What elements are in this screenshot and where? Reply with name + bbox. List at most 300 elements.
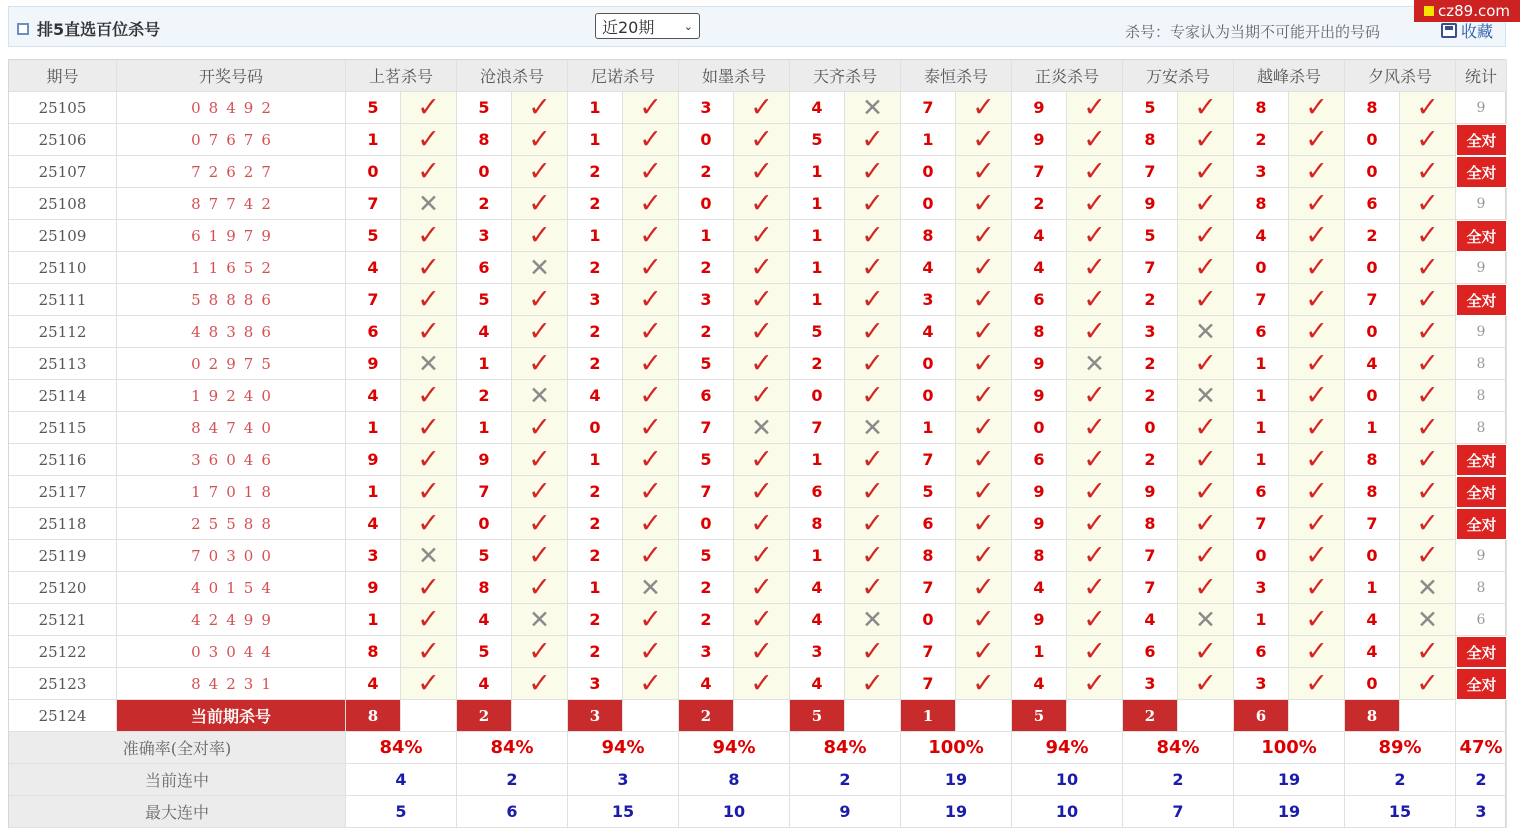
kill-number: 9	[1012, 380, 1067, 412]
table-row	[9, 156, 1505, 188]
current-kill-empty	[734, 700, 790, 732]
kill-number: 1	[790, 540, 845, 572]
kill-number: 1	[568, 572, 623, 604]
kill-number: 2	[568, 348, 623, 380]
check-icon: ✓	[1289, 156, 1345, 188]
row-stat: 8	[1456, 380, 1507, 412]
kill-number: 5	[679, 348, 734, 380]
check-icon: ✓	[845, 380, 901, 412]
row-stat: 全对	[1456, 284, 1507, 316]
current-streak-row	[9, 764, 1505, 796]
period-number: 25119	[9, 540, 117, 572]
save-link-wrapper[interactable]	[1441, 19, 1493, 42]
kill-number: 9	[346, 444, 401, 476]
column-header-expert: 尼诺杀号	[568, 60, 679, 92]
cross-icon: ✕	[1178, 380, 1234, 412]
kill-number: 1	[346, 476, 401, 508]
accuracy-row-value: 84%	[457, 732, 568, 764]
check-icon: ✓	[1400, 188, 1456, 220]
check-icon: ✓	[734, 508, 790, 540]
kill-number: 2	[679, 316, 734, 348]
kill-number: 3	[1234, 668, 1289, 700]
check-icon: ✓	[734, 476, 790, 508]
check-icon: ✓	[623, 188, 679, 220]
check-icon: ✓	[1400, 220, 1456, 252]
site-name: cz89.com	[1437, 2, 1510, 20]
row-stat: 9	[1456, 316, 1507, 348]
table-row	[9, 540, 1505, 572]
row-stat: 全对	[1456, 668, 1507, 700]
kill-number: 9	[1012, 476, 1067, 508]
kill-number: 1	[790, 444, 845, 476]
check-icon: ✓	[734, 572, 790, 604]
save-link[interactable]: 收藏	[1461, 22, 1494, 41]
kill-number: 3	[1123, 316, 1178, 348]
period-number: 25123	[9, 668, 117, 700]
period-number: 25106	[9, 124, 117, 156]
draw-number: 84231	[117, 668, 346, 700]
check-icon: ✓	[1289, 92, 1345, 124]
check-icon: ✓	[956, 444, 1012, 476]
check-icon: ✓	[1400, 412, 1456, 444]
kill-number: 1	[568, 124, 623, 156]
accuracy-row-value: 94%	[679, 732, 790, 764]
check-icon: ✓	[845, 572, 901, 604]
check-icon: ✓	[845, 540, 901, 572]
kill-number: 4	[790, 572, 845, 604]
current-kill-number: 8	[1345, 700, 1400, 732]
kill-number: 1	[457, 348, 512, 380]
kill-number: 9	[457, 444, 512, 476]
check-icon: ✓	[1289, 604, 1345, 636]
cross-icon: ✕	[401, 540, 457, 572]
kill-number: 6	[1345, 188, 1400, 220]
max-streak-row-value: 5	[346, 796, 457, 828]
table-row	[9, 412, 1505, 444]
current-streak-row-value: 2	[1123, 764, 1234, 796]
row-stat: 全对	[1456, 636, 1507, 668]
draw-number: 25588	[117, 508, 346, 540]
save-icon	[1441, 23, 1457, 38]
check-icon: ✓	[734, 316, 790, 348]
cross-icon: ✕	[845, 412, 901, 444]
check-icon: ✓	[734, 92, 790, 124]
row-stat: 9	[1456, 92, 1507, 124]
site-badge[interactable]	[1414, 0, 1520, 22]
kill-number: 7	[1123, 540, 1178, 572]
check-icon: ✓	[1178, 156, 1234, 188]
check-icon: ✓	[1289, 380, 1345, 412]
kill-number: 9	[1012, 92, 1067, 124]
check-icon: ✓	[1289, 284, 1345, 316]
table-row	[9, 316, 1505, 348]
row-stat: 6	[1456, 604, 1507, 636]
table-row	[9, 636, 1505, 668]
accuracy-row	[9, 732, 1505, 764]
kill-number: 7	[1123, 572, 1178, 604]
check-icon: ✓	[956, 348, 1012, 380]
check-icon: ✓	[956, 636, 1012, 668]
check-icon: ✓	[512, 156, 568, 188]
check-icon: ✓	[734, 252, 790, 284]
kill-number: 4	[457, 316, 512, 348]
kill-number: 9	[1012, 124, 1067, 156]
cross-icon: ✕	[734, 412, 790, 444]
check-icon: ✓	[1289, 412, 1345, 444]
kill-number: 8	[346, 636, 401, 668]
kill-number: 0	[1345, 380, 1400, 412]
accuracy-row-value: 84%	[346, 732, 457, 764]
row-stat: 全对	[1456, 508, 1507, 540]
kill-number: 4	[346, 668, 401, 700]
current-kill-empty	[401, 700, 457, 732]
max-streak-row	[9, 796, 1505, 828]
kill-number: 2	[790, 348, 845, 380]
check-icon: ✓	[956, 668, 1012, 700]
check-icon: ✓	[734, 124, 790, 156]
current-kill-number: 2	[1123, 700, 1178, 732]
kill-number: 8	[790, 508, 845, 540]
check-icon: ✓	[734, 668, 790, 700]
draw-number: 61979	[117, 220, 346, 252]
check-icon: ✓	[956, 124, 1012, 156]
row-stat: 9	[1456, 540, 1507, 572]
current-kill-number: 3	[568, 700, 623, 732]
kill-number: 1	[1345, 572, 1400, 604]
check-icon: ✓	[1067, 476, 1123, 508]
check-icon: ✓	[956, 188, 1012, 220]
table-row	[9, 476, 1505, 508]
kill-number: 4	[457, 668, 512, 700]
kill-number: 0	[679, 508, 734, 540]
check-icon: ✓	[1289, 316, 1345, 348]
kill-number: 3	[679, 284, 734, 316]
check-icon: ✓	[512, 668, 568, 700]
max-streak-row-label: 最大连中	[9, 796, 346, 828]
table-row	[9, 348, 1505, 380]
kill-number: 6	[1123, 636, 1178, 668]
check-icon: ✓	[1400, 540, 1456, 572]
current-streak-row-value: 8	[679, 764, 790, 796]
kill-number: 2	[1345, 220, 1400, 252]
kill-number: 0	[1345, 668, 1400, 700]
check-icon: ✓	[512, 636, 568, 668]
kill-number: 5	[679, 444, 734, 476]
draw-number: 07676	[117, 124, 346, 156]
draw-number: 87742	[117, 188, 346, 220]
current-kill-empty	[1067, 700, 1123, 732]
column-header-period: 期号	[9, 60, 117, 92]
kill-number: 4	[1123, 604, 1178, 636]
check-icon: ✓	[1178, 476, 1234, 508]
check-icon: ✓	[956, 284, 1012, 316]
check-icon: ✓	[1178, 508, 1234, 540]
kill-number: 9	[1012, 348, 1067, 380]
table-row	[9, 252, 1505, 284]
check-icon: ✓	[623, 92, 679, 124]
kill-number: 5	[679, 540, 734, 572]
kill-number: 6	[1012, 444, 1067, 476]
period-number: 25107	[9, 156, 117, 188]
check-icon: ✓	[845, 188, 901, 220]
cross-icon: ✕	[401, 348, 457, 380]
current-streak-row-value: 10	[1012, 764, 1123, 796]
kill-number: 8	[1345, 92, 1400, 124]
kill-description: 杀号：专家认为当期不可能开出的号码	[1125, 23, 1381, 41]
row-stat: 8	[1456, 572, 1507, 604]
kill-number: 2	[679, 252, 734, 284]
check-icon: ✓	[1289, 124, 1345, 156]
kill-number: 0	[1345, 540, 1400, 572]
kill-number: 3	[1234, 572, 1289, 604]
current-streak-row-stat: 2	[1456, 764, 1507, 796]
kill-number: 5	[346, 92, 401, 124]
kill-number: 7	[1345, 284, 1400, 316]
draw-number: 02975	[117, 348, 346, 380]
kill-number: 7	[1123, 252, 1178, 284]
current-kill-empty	[1289, 700, 1345, 732]
check-icon: ✓	[1067, 188, 1123, 220]
kill-number: 1	[790, 284, 845, 316]
kill-number: 7	[1234, 508, 1289, 540]
check-icon: ✓	[956, 156, 1012, 188]
kill-number: 7	[1012, 156, 1067, 188]
kill-number: 2	[568, 252, 623, 284]
current-kill-number: 2	[679, 700, 734, 732]
kill-number: 7	[679, 476, 734, 508]
kill-number: 7	[1123, 156, 1178, 188]
check-icon: ✓	[623, 156, 679, 188]
kill-number: 1	[568, 220, 623, 252]
kill-number: 0	[679, 188, 734, 220]
kill-number: 2	[1234, 124, 1289, 156]
check-icon: ✓	[1289, 636, 1345, 668]
check-icon: ✓	[512, 220, 568, 252]
kill-number: 1	[790, 220, 845, 252]
check-icon: ✓	[734, 156, 790, 188]
accuracy-row-value: 89%	[1345, 732, 1456, 764]
max-streak-row-value: 10	[679, 796, 790, 828]
max-streak-row-value: 9	[790, 796, 901, 828]
check-icon: ✓	[401, 444, 457, 476]
kill-number: 2	[679, 604, 734, 636]
max-streak-row-value: 19	[901, 796, 1012, 828]
table-row	[9, 220, 1505, 252]
check-icon: ✓	[956, 92, 1012, 124]
accuracy-row-value: 84%	[1123, 732, 1234, 764]
kill-number: 7	[679, 412, 734, 444]
check-icon: ✓	[401, 604, 457, 636]
check-icon: ✓	[401, 636, 457, 668]
draw-number: 19240	[117, 380, 346, 412]
kill-number: 3	[568, 284, 623, 316]
kill-number: 2	[1123, 284, 1178, 316]
kill-number: 5	[457, 540, 512, 572]
accuracy-row-value: 100%	[1234, 732, 1345, 764]
check-icon: ✓	[1400, 348, 1456, 380]
kill-number: 9	[1012, 604, 1067, 636]
chevron-down-icon: ⌄	[683, 19, 693, 33]
kill-number: 8	[1123, 508, 1178, 540]
check-icon: ✓	[1067, 572, 1123, 604]
check-icon: ✓	[512, 92, 568, 124]
kill-number: 2	[568, 540, 623, 572]
check-icon: ✓	[1289, 668, 1345, 700]
period-select[interactable]	[595, 13, 700, 39]
draw-number: 58886	[117, 284, 346, 316]
current-kill-number: 5	[1012, 700, 1067, 732]
current-streak-row-value: 4	[346, 764, 457, 796]
check-icon: ✓	[623, 316, 679, 348]
kill-number: 4	[1345, 348, 1400, 380]
current-kill-empty	[1178, 700, 1234, 732]
column-header-expert: 万安杀号	[1123, 60, 1234, 92]
accuracy-row-value: 100%	[901, 732, 1012, 764]
check-icon: ✓	[956, 476, 1012, 508]
kill-number: 2	[568, 476, 623, 508]
row-stat: 全对	[1456, 220, 1507, 252]
kill-number: 1	[1234, 412, 1289, 444]
kill-number: 1	[1012, 636, 1067, 668]
check-icon: ✓	[845, 252, 901, 284]
check-icon: ✓	[1289, 252, 1345, 284]
check-icon: ✓	[845, 636, 901, 668]
kill-number: 0	[457, 508, 512, 540]
kill-number: 1	[346, 412, 401, 444]
period-number: 25110	[9, 252, 117, 284]
current-stat-empty	[1456, 700, 1507, 732]
check-icon: ✓	[1400, 92, 1456, 124]
check-icon: ✓	[845, 668, 901, 700]
current-kill-number: 5	[790, 700, 845, 732]
column-header-expert: 正炎杀号	[1012, 60, 1123, 92]
kill-number: 1	[679, 220, 734, 252]
check-icon: ✓	[1289, 220, 1345, 252]
check-icon: ✓	[734, 444, 790, 476]
kill-number: 9	[346, 572, 401, 604]
kill-number: 2	[1123, 444, 1178, 476]
kill-number: 1	[901, 124, 956, 156]
kill-number: 4	[1345, 604, 1400, 636]
check-icon: ✓	[401, 476, 457, 508]
check-icon: ✓	[512, 188, 568, 220]
kill-number: 3	[679, 92, 734, 124]
kill-number: 1	[568, 444, 623, 476]
cross-icon: ✕	[1178, 316, 1234, 348]
check-icon: ✓	[1067, 508, 1123, 540]
kill-number: 6	[1234, 636, 1289, 668]
kill-number: 6	[790, 476, 845, 508]
kill-number: 3	[1234, 156, 1289, 188]
draw-number: 70300	[117, 540, 346, 572]
check-icon: ✓	[1400, 316, 1456, 348]
check-icon: ✓	[1067, 412, 1123, 444]
current-streak-row-value: 2	[457, 764, 568, 796]
kill-number: 8	[1234, 188, 1289, 220]
kill-number: 1	[1345, 412, 1400, 444]
draw-number: 48386	[117, 316, 346, 348]
row-stat: 全对	[1456, 476, 1507, 508]
current-streak-row-value: 3	[568, 764, 679, 796]
accuracy-row-label: 准确率(全对率)	[9, 732, 346, 764]
kill-number: 3	[1123, 668, 1178, 700]
kill-number: 6	[679, 380, 734, 412]
check-icon: ✓	[1289, 444, 1345, 476]
check-icon: ✓	[956, 380, 1012, 412]
period-number: 25111	[9, 284, 117, 316]
table-row	[9, 508, 1505, 540]
check-icon: ✓	[512, 508, 568, 540]
check-icon: ✓	[956, 572, 1012, 604]
kill-number: 8	[1012, 540, 1067, 572]
kill-number: 4	[457, 604, 512, 636]
check-icon: ✓	[1067, 124, 1123, 156]
current-kill-empty	[1400, 700, 1456, 732]
kill-number: 5	[457, 636, 512, 668]
kill-number: 2	[1012, 188, 1067, 220]
table-row	[9, 124, 1505, 156]
kill-number: 7	[790, 412, 845, 444]
max-streak-row-value: 6	[457, 796, 568, 828]
kill-number: 1	[1234, 380, 1289, 412]
check-icon: ✓	[401, 92, 457, 124]
kill-number: 0	[1123, 412, 1178, 444]
table-row	[9, 572, 1505, 604]
check-icon: ✓	[845, 220, 901, 252]
kill-number: 4	[790, 668, 845, 700]
check-icon: ✓	[845, 348, 901, 380]
row-stat: 9	[1456, 188, 1507, 220]
kill-number: 0	[1234, 540, 1289, 572]
check-icon: ✓	[401, 316, 457, 348]
check-icon: ✓	[401, 252, 457, 284]
kill-number: 4	[901, 252, 956, 284]
table-row	[9, 604, 1505, 636]
check-icon: ✓	[1178, 220, 1234, 252]
max-streak-row-value: 19	[1234, 796, 1345, 828]
current-kill-number: 1	[901, 700, 956, 732]
kill-number: 8	[1345, 444, 1400, 476]
cross-icon: ✕	[401, 188, 457, 220]
kill-number: 2	[679, 572, 734, 604]
check-icon: ✓	[512, 412, 568, 444]
kill-number: 2	[568, 156, 623, 188]
table-row	[9, 92, 1505, 124]
accuracy-row-value: 94%	[568, 732, 679, 764]
check-icon: ✓	[401, 572, 457, 604]
check-icon: ✓	[1178, 668, 1234, 700]
kill-number: 4	[346, 252, 401, 284]
kill-number: 6	[901, 508, 956, 540]
check-icon: ✓	[1067, 284, 1123, 316]
check-icon: ✓	[1400, 508, 1456, 540]
check-icon: ✓	[623, 636, 679, 668]
kill-number: 3	[568, 668, 623, 700]
check-icon: ✓	[1400, 252, 1456, 284]
check-icon: ✓	[1289, 188, 1345, 220]
kill-number: 3	[790, 636, 845, 668]
check-icon: ✓	[845, 284, 901, 316]
kill-number: 0	[1012, 412, 1067, 444]
period-number: 25112	[9, 316, 117, 348]
check-icon: ✓	[845, 316, 901, 348]
kill-number: 4	[1012, 252, 1067, 284]
kill-number: 2	[568, 604, 623, 636]
kill-number: 8	[1123, 124, 1178, 156]
check-icon: ✓	[845, 444, 901, 476]
check-icon: ✓	[1400, 124, 1456, 156]
check-icon: ✓	[1400, 380, 1456, 412]
